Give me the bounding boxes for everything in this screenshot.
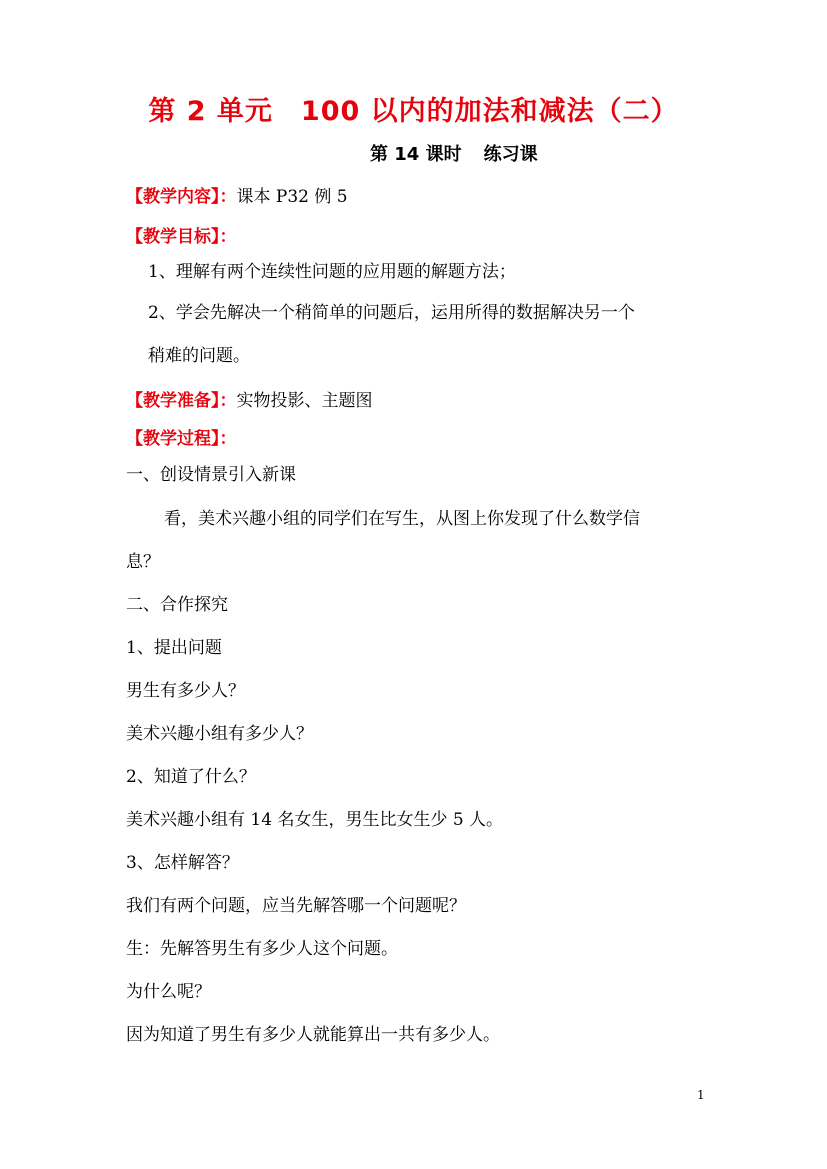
body-line: 美术兴趣小组有 14 名女生，男生比女生少 5 人。 bbox=[126, 810, 504, 830]
body-line: 美术兴趣小组有多少人？ bbox=[126, 724, 313, 744]
goal-item: 1、理解有两个连续性问题的应用题的解题方法； bbox=[148, 262, 516, 282]
body-line: 一、创设情景引入新课 bbox=[126, 465, 296, 485]
teaching-process-line bbox=[126, 428, 237, 450]
body-line: 男生有多少人？ bbox=[126, 681, 245, 701]
lesson-subtitle bbox=[370, 143, 538, 167]
teaching-content-label: 【教学内容】： bbox=[126, 187, 237, 207]
lesson-type: 练习课 bbox=[483, 144, 538, 165]
teaching-content-line bbox=[126, 186, 348, 208]
teaching-prep-label: 【教学准备】： bbox=[126, 391, 237, 411]
teaching-goals-label: 【教学目标】： bbox=[126, 227, 237, 247]
body-line: 为什么呢？ bbox=[126, 982, 211, 1002]
teaching-prep-text: 实物投影、主题图 bbox=[236, 391, 373, 411]
page-title bbox=[0, 94, 827, 130]
body-line: 息？ bbox=[126, 552, 160, 572]
body-line: 我们有两个问题，应当先解答哪一个问题呢？ bbox=[126, 896, 466, 916]
body-line: 二、合作探究 bbox=[126, 595, 228, 615]
unit-label: 第 2 单元 bbox=[148, 96, 273, 127]
teaching-goals-line bbox=[126, 226, 237, 248]
body-line: 看，美术兴趣小组的同学们在写生，从图上你发现了什么数学信 bbox=[164, 509, 640, 529]
body-line: 3、怎样解答？ bbox=[126, 853, 239, 873]
teaching-content-text: 课本 P32 例 5 bbox=[236, 187, 348, 207]
teaching-prep-line bbox=[126, 390, 373, 412]
body-line: 2、知道了什么？ bbox=[126, 767, 256, 787]
body-line: 生：先解答男生有多少人这个问题。 bbox=[126, 939, 398, 959]
goal-item: 稍难的问题。 bbox=[148, 346, 250, 366]
lesson-number: 第 14 课时 bbox=[370, 144, 462, 165]
goal-item: 2、学会先解决一个稍简单的问题后，运用所得的数据解决另一个 bbox=[148, 303, 635, 323]
teaching-process-label: 【教学过程】： bbox=[126, 429, 237, 449]
unit-topic: 100 以内的加法和减法（二） bbox=[300, 96, 679, 127]
page-number: 1 bbox=[697, 1088, 705, 1102]
body-line: 因为知道了男生有多少人就能算出一共有多少人。 bbox=[126, 1025, 500, 1045]
body-line: 1、提出问题 bbox=[126, 638, 222, 658]
